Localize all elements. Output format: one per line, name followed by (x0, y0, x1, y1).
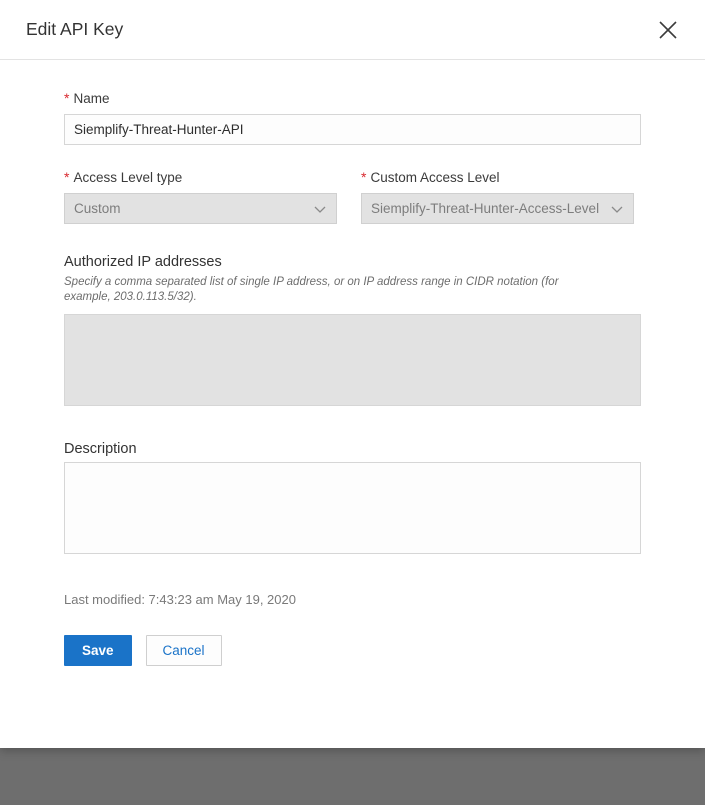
custom-access-level-label-text: Custom Access Level (370, 170, 500, 185)
required-marker: * (64, 90, 70, 106)
authorized-ip-hint: Specify a comma separated list of single IP address, or on IP address range in CIDR notation (for example, 203.0.113.5/32). (64, 276, 559, 303)
custom-access-level-group (361, 169, 634, 224)
custom-access-level-label (361, 169, 634, 186)
chevron-down-icon (313, 194, 327, 223)
name-label (64, 90, 641, 107)
authorized-ip-group (64, 254, 641, 411)
close-icon[interactable] (649, 11, 687, 49)
required-marker: * (361, 169, 367, 185)
access-level-type-group (64, 169, 337, 224)
description-group (64, 441, 641, 559)
description-title: Description (64, 441, 137, 457)
dialog-header (0, 0, 705, 60)
name-label-text: Name (73, 91, 110, 106)
save-button[interactable]: Save (64, 635, 132, 666)
last-modified-text: Last modified: 7:43:23 am May 19, 2020 (64, 592, 296, 607)
required-marker: * (64, 169, 70, 185)
access-level-type-label (64, 169, 337, 186)
page-title: Edit API Key (26, 19, 124, 39)
description-textarea[interactable] (64, 462, 641, 554)
backdrop (0, 745, 705, 805)
chevron-down-icon (610, 194, 624, 223)
custom-access-level-select[interactable] (361, 193, 634, 224)
dialog-actions (64, 635, 641, 666)
access-level-type-label-text: Access Level type (73, 170, 183, 185)
custom-access-level-value: Siemplify-Threat-Hunter-Access-Level (371, 201, 600, 216)
cancel-button[interactable]: Cancel (146, 635, 222, 666)
dialog-body (0, 60, 705, 748)
name-input[interactable] (64, 114, 641, 145)
access-level-type-select[interactable] (64, 193, 337, 224)
access-level-row (64, 169, 641, 224)
access-level-type-value: Custom (74, 201, 121, 216)
authorized-ip-title: Authorized IP addresses (64, 254, 222, 270)
name-field-group (64, 90, 641, 145)
authorized-ip-textarea[interactable] (64, 314, 641, 406)
